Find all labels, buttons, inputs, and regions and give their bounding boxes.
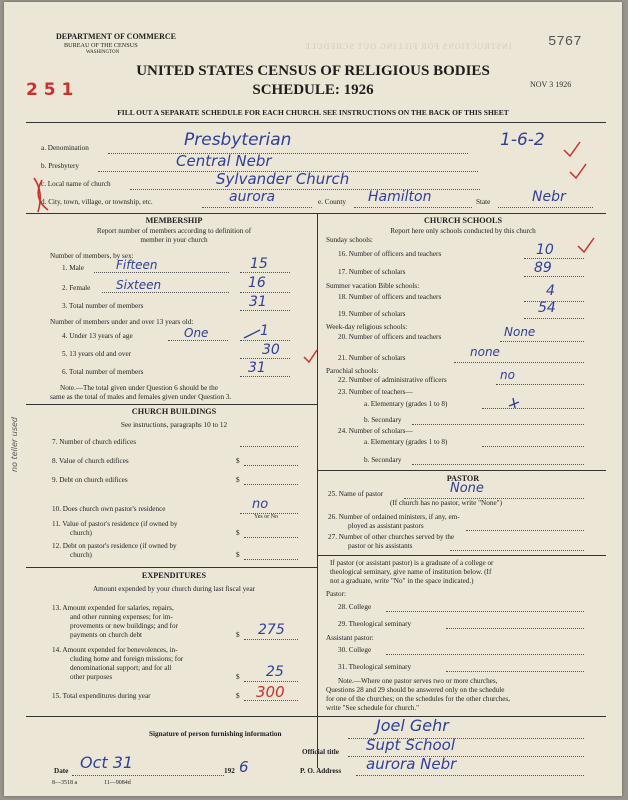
q5-value: 30 xyxy=(262,342,280,358)
membership-intro-1: Report number of members according to definition of xyxy=(96,227,252,235)
cross-mark xyxy=(509,398,519,408)
church-name-value: Sylvander Church xyxy=(216,170,350,188)
q1-value: 15 xyxy=(250,256,268,272)
q4-words: One xyxy=(184,326,209,340)
q12-dollar: $ xyxy=(236,551,240,559)
q4-value: 1 xyxy=(260,323,269,339)
q14-label-3: denominational support; and for all xyxy=(70,664,172,672)
q12-label-2: church) xyxy=(70,551,92,559)
q14-label-4: other purposes xyxy=(70,673,113,681)
q3-value: 31 xyxy=(249,294,267,310)
buildings-heading: CHURCH BUILDINGS xyxy=(131,407,217,416)
q22-label: 22. Number of administrative officers xyxy=(338,376,447,384)
denomination-code: 1-6-2 xyxy=(500,130,545,150)
census-schedule-page xyxy=(4,2,622,796)
date-value: Oct 31 xyxy=(80,753,134,772)
form-number: 5767 xyxy=(548,34,582,50)
po-address-label: P. O. Address xyxy=(300,767,342,775)
q11-label-2: church) xyxy=(70,529,92,537)
q17-label: 17. Number of scholars xyxy=(338,268,406,276)
q18-label: 18. Number of officers and teachers xyxy=(338,293,442,301)
q13-label-4: payments on church debt xyxy=(70,631,143,639)
pastor-note-3: for one of the churches; on the schedules for the other churches, xyxy=(326,695,511,703)
weekday-label: Week-day religious schools: xyxy=(326,323,408,331)
q19-value: 54 xyxy=(538,300,556,316)
state-value: Nebr xyxy=(532,189,566,205)
red-check-mark xyxy=(564,142,580,156)
red-check-mark xyxy=(304,350,317,362)
sunday-label: Sunday schools: xyxy=(326,236,373,244)
q24a-label: a. Elementary (grades 1 to 8) xyxy=(364,438,448,446)
q9-dollar: $ xyxy=(236,476,240,484)
denomination-value: Presbyterian xyxy=(184,130,292,150)
po-address-value: aurora Nebr xyxy=(366,755,457,773)
page-subtitle: SCHEDULE: 1926 xyxy=(252,82,374,98)
grad-note-2: theological seminary, give name of institution below. (If xyxy=(330,568,492,576)
bureau-label: BUREAU OF THE CENSUS xyxy=(64,42,138,49)
q2-label: 2. Female xyxy=(62,284,91,292)
q24b-label: b. Secondary xyxy=(364,456,402,464)
date-label: Date xyxy=(54,767,69,775)
q27-label-1: 27. Number of other churches served by the xyxy=(328,533,455,541)
q21-value: none xyxy=(470,345,500,359)
membership-note-2: same as the total of males and females given under Question 3. xyxy=(50,393,232,401)
q13-label-2: and other running expenses; for im- xyxy=(70,613,173,621)
q12-label-1: 12. Debt on pastor's residence (if owned by xyxy=(52,542,177,550)
pastor-heading: PASTOR xyxy=(446,474,480,483)
dept-label: DEPARTMENT OF COMMERCE xyxy=(56,32,177,41)
parochial-label: Parochial schools: xyxy=(326,367,379,375)
grad-note-3: not a graduate, write "No" in the space indicated.) xyxy=(330,577,474,585)
q19-label: 19. Number of scholars xyxy=(338,310,406,318)
assistant-sublabel: Assistant pastor: xyxy=(326,634,374,642)
q15-label: 15. Total expenditures during year xyxy=(52,692,151,700)
q8-label: 8. Value of church edifices xyxy=(52,457,129,465)
schools-heading: CHURCH SCHOOLS xyxy=(423,216,503,225)
city-field-label: d. City, town, village, or township, etc. xyxy=(41,198,153,206)
official-title-label: Official title xyxy=(302,748,339,756)
q10-label: 10. Does church own pastor's residence xyxy=(52,505,166,513)
schools-sub: Report here only schools conducted by this church xyxy=(390,227,536,235)
q13-label-1: 13. Amount expended for salaries, repairs, xyxy=(52,604,174,612)
q6-label: 6. Total number of members xyxy=(62,368,144,376)
q18-value: 4 xyxy=(546,283,555,299)
q13-value: 275 xyxy=(258,622,285,638)
q1-words: Fifteen xyxy=(116,258,158,272)
signature-label: Signature of person furnishing information xyxy=(149,730,282,738)
q26-label-1: 26. Number of ordained ministers, if any, em- xyxy=(328,513,460,521)
pastor-note-2: Questions 28 and 29 should be answered only on the schedule xyxy=(326,686,505,694)
red-scribble-mark xyxy=(34,178,40,212)
q7-label: 7. Number of church edifices xyxy=(52,438,137,446)
expenditures-heading: EXPENDITURES xyxy=(141,571,207,580)
q25-value: None xyxy=(450,481,484,496)
q14-value: 25 xyxy=(266,664,284,680)
q3-label: 3. Total number of members xyxy=(62,302,144,310)
margin-note: no teller used xyxy=(10,416,19,472)
pastor-note-4: write "See schedule for church." xyxy=(326,704,420,712)
buildings-sub: See instructions, paragraphs 10 to 12 xyxy=(120,421,228,429)
q20-value: None xyxy=(504,325,536,339)
county-label: e. County xyxy=(318,198,346,206)
q16-label: 16. Number of officers and teachers xyxy=(338,250,442,258)
county-value: Hamilton xyxy=(368,189,432,205)
q17-value: 89 xyxy=(534,260,552,276)
yes-no-hint: Yes or No xyxy=(254,514,279,520)
pastor-note-1: Note.—Where one pastor serves two or more churches, xyxy=(338,677,498,685)
church-name-label: c. Local name of church xyxy=(41,180,111,188)
page-title: UNITED STATES CENSUS OF RELIGIOUS BODIES xyxy=(136,63,490,79)
presbytery-label: b. Presbytery xyxy=(41,162,79,170)
q23b-label: b. Secondary xyxy=(364,416,402,424)
city-label: WASHINGTON xyxy=(86,50,120,55)
annotation-marks xyxy=(4,2,622,796)
expenditures-sub: Amount expended by your church during last fiscal year xyxy=(92,585,256,593)
q11-dollar: $ xyxy=(236,529,240,537)
q14-label-1: 14. Amount expended for benevolences, in- xyxy=(52,646,178,654)
q26-label-2: ployed as assistant pastors xyxy=(348,522,424,530)
q1-label: 1. Male xyxy=(62,264,84,272)
q10-value: no xyxy=(252,497,269,512)
q15-value: 300 xyxy=(256,683,285,701)
q4-label: 4. Under 13 years of age xyxy=(62,332,133,340)
grad-note-1: If pastor (or assistant pastor) is a graduate of a college or xyxy=(330,559,494,567)
q24-label: 24. Number of scholars— xyxy=(338,427,413,435)
q14-label-2: cluding home and foreign missions; for xyxy=(70,655,184,663)
q13-label-3: provements or new buildings; and for xyxy=(70,622,178,630)
official-title-value: Supt School xyxy=(366,736,455,754)
schedule-instruction: FILL OUT A SEPARATE SCHEDULE FOR EACH CHURCH. SEE INSTRUCTIONS ON THE BACK OF THIS SHEET xyxy=(117,108,509,117)
form-code: 8—3518 a xyxy=(52,780,78,786)
q23-label: 23. Number of teachers— xyxy=(338,388,413,396)
age-intro: Number of members under and over 13 years old: xyxy=(50,318,194,326)
q14-dollar: $ xyxy=(236,673,240,681)
presbytery-value: Central Nebr xyxy=(176,152,272,170)
q31-label: 31. Theological seminary xyxy=(338,663,412,671)
q2-value: 16 xyxy=(248,275,266,291)
q23a-label: a. Elementary (grades 1 to 8) xyxy=(364,400,448,408)
signature-value: Joel Gehr xyxy=(376,716,449,735)
q20-label: 20. Number of officers and teachers xyxy=(338,333,442,341)
year-prefix: 192 xyxy=(224,767,235,775)
q9-label: 9. Debt on church edifices xyxy=(52,476,128,484)
state-label: State xyxy=(476,198,491,206)
q29-label: 29. Theological seminary xyxy=(338,620,412,628)
q22-value: no xyxy=(500,368,515,382)
q30-label: 30. College xyxy=(338,646,372,654)
denomination-label: a. Denomination xyxy=(41,144,89,152)
strike-mark xyxy=(244,330,260,338)
q25-label: 25. Name of pastor xyxy=(328,490,384,498)
q5-label: 5. 13 years old and over xyxy=(62,350,132,358)
q8-dollar: $ xyxy=(236,457,240,465)
city-field-value: aurora xyxy=(229,189,276,205)
q16-value: 10 xyxy=(536,242,554,258)
red-check-mark xyxy=(578,238,594,252)
q25-note: (If church has no pastor, write "None") xyxy=(390,499,502,507)
membership-note-1: Note.—The total given under Question 6 should be the xyxy=(60,384,218,392)
q21-label: 21. Number of scholars xyxy=(338,354,406,362)
q13-dollar: $ xyxy=(236,631,240,639)
red-check-mark xyxy=(570,164,586,178)
q28-label: 28. College xyxy=(338,603,372,611)
q6-value: 31 xyxy=(248,360,266,376)
q2-words: Sixteen xyxy=(116,278,162,292)
q11-label-1: 11. Value of pastor's residence (if owned by xyxy=(52,520,178,528)
by-sex-label: Number of members, by sex: xyxy=(50,252,134,260)
q27-label-2: pastor or his assistants xyxy=(348,542,413,550)
pastor-sublabel: Pastor: xyxy=(326,590,346,598)
q15-dollar: $ xyxy=(236,692,240,700)
faint-back-text: INSTRUCTIONS FOR FILLING OUT SCHEDULE xyxy=(304,42,512,51)
summer-label: Summer vacation Bible schools: xyxy=(326,282,420,290)
membership-intro-2: member in your church xyxy=(140,236,208,244)
received-stamp: NOV 3 1926 xyxy=(530,80,572,89)
year-digit: 6 xyxy=(239,758,249,776)
red-number: 2 5 1 xyxy=(26,80,74,100)
print-code: 11—9084d xyxy=(104,780,131,786)
membership-heading: MEMBERSHIP xyxy=(145,216,203,225)
